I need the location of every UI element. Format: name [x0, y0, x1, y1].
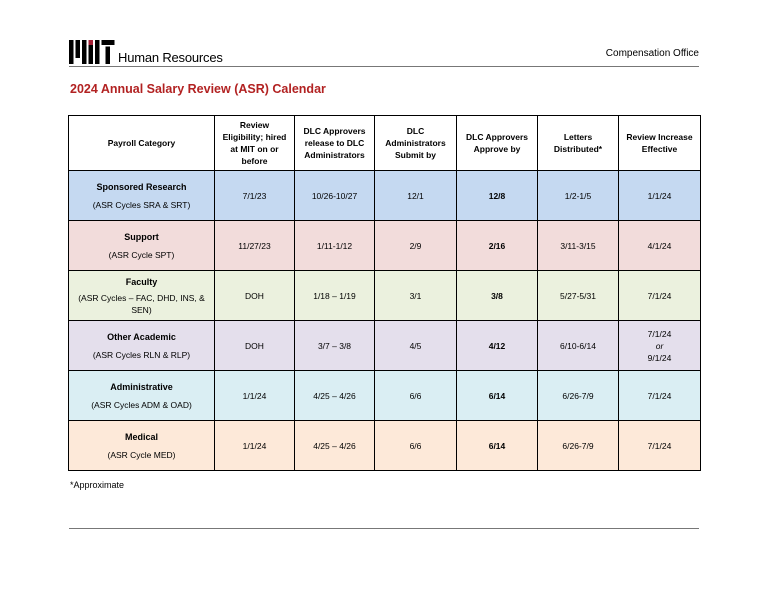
asr-calendar-table — [68, 115, 701, 471]
table-row — [69, 421, 701, 471]
submit-cell: 4/5 — [375, 321, 457, 371]
col-header-letters-distributed: Letters Distributed* — [538, 116, 619, 171]
page-header — [69, 38, 699, 66]
submit-cell: 6/6 — [375, 421, 457, 471]
category-cycles: (ASR Cycles ADM & OAD) — [91, 399, 192, 410]
category-name: Medical — [124, 431, 158, 442]
submit-cell: 6/6 — [375, 371, 457, 421]
page-title: 2024 Annual Salary Review (ASR) Calendar — [70, 82, 326, 96]
payroll-category-cell — [69, 421, 215, 471]
release-cell: 3/7 – 3/8 — [295, 321, 375, 371]
approve-cell: 4/12 — [457, 321, 538, 371]
effective-cell: 1/1/24 — [619, 171, 701, 221]
table-row — [69, 171, 701, 221]
approve-cell: 12/8 — [457, 171, 538, 221]
category-name: Faculty — [125, 276, 158, 287]
eligibility-cell: DOH — [215, 271, 295, 321]
letters-cell: 3/11-3/15 — [538, 221, 619, 271]
table-row — [69, 371, 701, 421]
category-name: Other Academic — [107, 331, 176, 342]
effective-cell: 4/1/24 — [619, 221, 701, 271]
effective-cell — [619, 321, 701, 371]
category-name: Administrative — [110, 381, 173, 392]
letters-cell: 1/2-1/5 — [538, 171, 619, 221]
category-name: Support — [124, 231, 159, 242]
header-divider — [69, 66, 699, 67]
payroll-category-cell — [69, 371, 215, 421]
release-cell: 4/25 – 4/26 — [295, 371, 375, 421]
effective-cell: 7/1/24 — [619, 421, 701, 471]
eligibility-cell: 1/1/24 — [215, 371, 295, 421]
footer-divider — [69, 528, 699, 529]
category-name: Sponsored Research — [96, 181, 187, 192]
category-cycles: (ASR Cycles RLN & RLP) — [92, 349, 191, 360]
col-header-administrators-submit: DLC Administrators Submit by — [375, 116, 457, 171]
approve-cell: 2/16 — [457, 221, 538, 271]
logo-text: Human Resources — [118, 50, 223, 65]
payroll-category-cell — [69, 321, 215, 371]
release-cell: 10/26-10/27 — [295, 171, 375, 221]
payroll-category-cell — [69, 221, 215, 271]
eligibility-cell: 7/1/23 — [215, 171, 295, 221]
approve-cell: 3/8 — [457, 271, 538, 321]
category-cycles: (ASR Cycle SPT) — [108, 249, 175, 260]
col-header-review-eligibility: Review Eligibility; hired at MIT on or before — [215, 116, 295, 171]
col-header-approvers-approve: DLC Approvers Approve by — [457, 116, 538, 171]
effective-or: or — [655, 340, 664, 351]
letters-cell: 6/26-7/9 — [538, 421, 619, 471]
effective-cell: 7/1/24 — [619, 271, 701, 321]
col-header-approvers-release: DLC Approvers release to DLC Administrators — [295, 116, 375, 171]
table-row — [69, 221, 701, 271]
footnote: *Approximate — [70, 480, 125, 490]
category-cycles: (ASR Cycle MED) — [107, 449, 176, 460]
eligibility-cell: DOH — [215, 321, 295, 371]
table-header-row — [69, 116, 701, 171]
eligibility-cell: 11/27/23 — [215, 221, 295, 271]
payroll-category-cell — [69, 271, 215, 321]
letters-cell: 5/27-5/31 — [538, 271, 619, 321]
submit-cell: 12/1 — [375, 171, 457, 221]
approve-cell: 6/14 — [457, 421, 538, 471]
effective-date: 7/1/24 — [647, 328, 672, 339]
letters-cell: 6/10-6/14 — [538, 321, 619, 371]
effective-date-alt: 9/1/24 — [647, 352, 672, 363]
effective-cell: 7/1/24 — [619, 371, 701, 421]
approve-cell: 6/14 — [457, 371, 538, 421]
payroll-category-cell — [69, 171, 215, 221]
table-row — [69, 271, 701, 321]
submit-cell: 2/9 — [375, 221, 457, 271]
mit-logo — [69, 40, 115, 64]
col-header-payroll-category: Payroll Category — [69, 116, 215, 171]
letters-cell: 6/26-7/9 — [538, 371, 619, 421]
submit-cell: 3/1 — [375, 271, 457, 321]
office-name: Compensation Office — [605, 48, 699, 59]
table-row — [69, 321, 701, 371]
eligibility-cell: 1/1/24 — [215, 421, 295, 471]
category-cycles: (ASR Cycles SRA & SRT) — [92, 199, 191, 210]
release-cell: 1/18 – 1/19 — [295, 271, 375, 321]
col-header-increase-effective: Review Increase Effective — [619, 116, 701, 171]
release-cell: 1/11-1/12 — [295, 221, 375, 271]
release-cell: 4/25 – 4/26 — [295, 421, 375, 471]
category-cycles: (ASR Cycles – FAC, DHD, INS, & SEN) — [78, 292, 205, 315]
